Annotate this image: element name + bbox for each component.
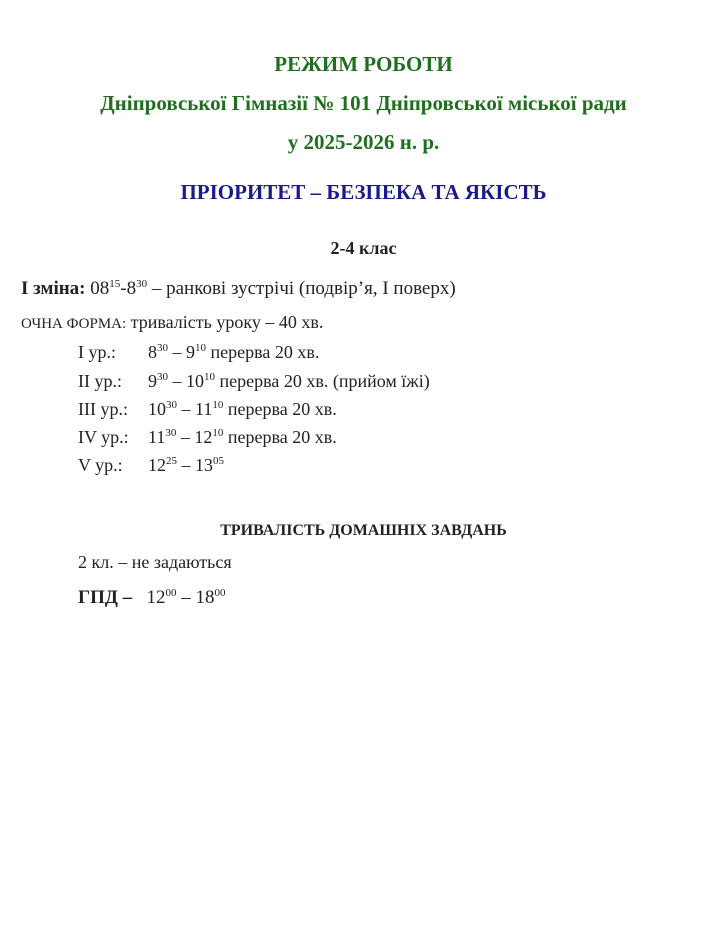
lesson-row: IV ур.: $11^{30} - 12^{10}$ перерва 20 хв. [78,427,337,447]
form-text: тривалість уроку – 40 хв. [130,312,324,332]
shift-label: І зміна: [21,278,86,299]
lesson-end-min: 10 [204,371,215,383]
lesson-end-hour: 11 [195,399,213,419]
lesson-label: І ур.: [78,342,116,362]
lesson-label: ІІ ур.: [78,371,122,391]
lesson-start-hour: 9 [148,371,157,391]
lesson-end-min: 10 [212,399,224,411]
lesson-start-min: 30 [157,371,168,383]
lesson-end-hour: 12 [194,427,213,447]
gpd-end-min: 00 [214,587,226,599]
shift-start-hour: 08 [90,278,110,299]
gpd-label: ГПД – [78,587,133,608]
lesson-start-min: 30 [165,427,177,439]
lesson-end-hour: 10 [186,371,204,391]
lesson-end-min: 10 [212,427,224,439]
lesson-row: І ур.: $8^{30} - 9^{10}$ перерва 20 хв. [78,342,320,362]
lesson-end-min: 10 [195,342,206,354]
lesson-end-hour: 13 [195,455,213,475]
homework-title: ТРИВАЛІСТЬ ДОМАШНІХ ЗАВДАНЬ [220,522,507,539]
lesson-start-min: 30 [166,399,177,411]
school-name: Дніпровської Гімназії № 101 Дніпровської міської ради [100,91,627,115]
lesson-end-hour: 9 [186,342,195,362]
form-label: ОЧНА ФОРМА: [21,316,127,332]
gpd-start-hour: 12 [146,587,166,608]
lesson-row: V ур.: $12^{25} - 13^{05}$ [78,455,224,475]
doc-title: РЕЖИМ РОБОТИ [274,52,453,76]
shift-end-hour: 8 [126,278,137,299]
shift-line: І зміна: $08^{15}-8^{30}$ – ранкові зустрічі (подвір’я, І поверх) [21,278,456,299]
shift-start-min: 15 [109,278,121,290]
motto: ПРІОРИТЕТ – БЕЗПЕКА ТА ЯКІСТЬ [180,180,547,204]
lesson-start-hour: 8 [148,342,157,362]
lesson-label: ІІІ ур.: [78,399,128,419]
lesson-label: V ур.: [78,455,123,475]
lesson-note: перерва 20 хв. (прийом їжі) [219,371,430,391]
lesson-start-min: 30 [157,342,168,354]
lesson-row: ІІІ ур.: $10^{30} - 11^{10}$ перерва 20 хв. [78,399,337,419]
gpd-line: ГПД – $12^{00} - 18^{00}$ [78,587,226,608]
lesson-start-hour: 11 [148,427,166,447]
lesson-row: ІІ ур.: $9^{30} - 10^{10}$ перерва 20 хв. (прийом їжі) [78,371,430,391]
lesson-note: перерва 20 хв. [210,342,320,362]
lesson-end-min: 05 [213,455,224,467]
lesson-label: IV ур.: [78,427,129,447]
grade-heading: 2-4 клас [330,238,397,258]
lesson-start-hour: 10 [148,399,166,419]
form-line [21,312,323,333]
school-year: у 2025-2026 н. р. [287,130,440,154]
shift-note: – ранкові зустрічі (подвір’я, І поверх) [151,278,456,299]
homework-text: 2 кл. – не задаються [78,552,232,572]
gpd-start-min: 00 [165,587,177,599]
lesson-start-hour: 12 [148,455,166,475]
lesson-note: перерва 20 хв. [227,427,337,447]
shift-end-min: 30 [136,278,148,290]
gpd-end-hour: 18 [195,587,215,608]
lesson-start-min: 25 [166,455,177,467]
lesson-note: перерва 20 хв. [227,399,337,419]
